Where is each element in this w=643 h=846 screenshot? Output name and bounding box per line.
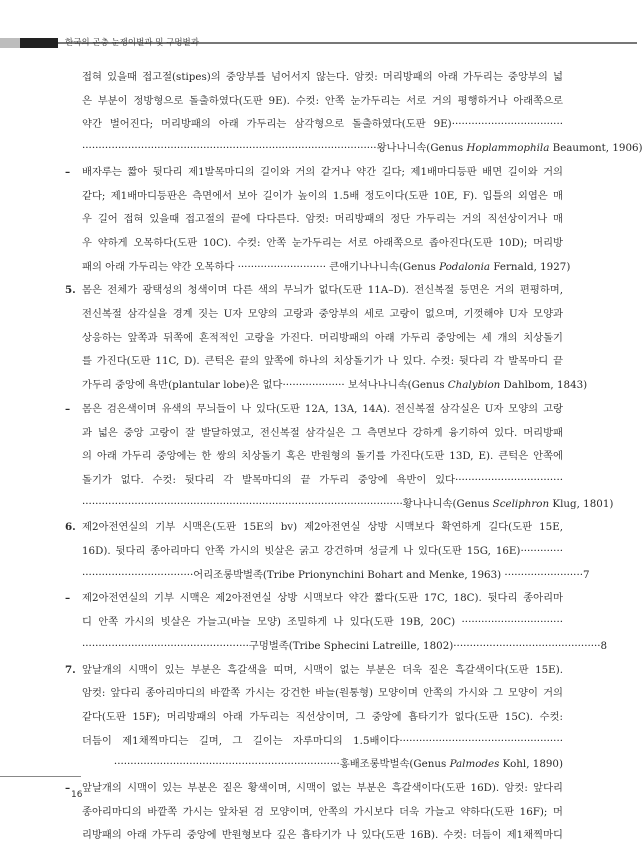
text-line — [65, 777, 563, 799]
running-header: 한국의 곤충 눈쟁이벌과 및 구멍벌과 — [65, 38, 199, 48]
text-line — [82, 208, 563, 230]
text-line — [82, 113, 563, 135]
text-line — [65, 516, 563, 538]
line-text: 우 길어 접혀 있을때 접고절의 끝에 다다른다. 암컷: 머리방패의 정단 가두리는 거의 직선상이거나 매 — [82, 213, 563, 226]
text-line — [82, 824, 563, 846]
line-text: 16D). 뒷다리 종아리마디 안쪽 가시의 빗살은 굵고 강건하며 성글게 나 있다(도판 15G, 16E)············· — [82, 545, 563, 557]
line-segment: ·····································································홍배조롱박벌속(Genus — [113, 758, 450, 771]
line-text: 디 안쪽 가시의 빗살은 가늘고(바늘 모양) 조밀하게 나 있다(도판 19B, 20C) ······························· — [82, 616, 563, 629]
line-text: 전신복절 삼각실을 경계 짓는 U자 모양의 고랑과 중앙부의 세로 고랑이 없으며, 기껏해야 U자 모양과 — [82, 308, 563, 320]
line-text: 상응하는 앞쪽과 뒤쪽에 흔적적인 고랑을 가진다. 머리방패의 아래 가두리 중앙에는 세 개의 치상돌기 — [82, 331, 563, 344]
text-line — [82, 753, 563, 775]
key-couplet-marker: – — [65, 402, 71, 415]
text-line — [82, 232, 563, 254]
text-line — [82, 137, 643, 159]
text-line — [82, 682, 563, 704]
text-line — [82, 611, 563, 633]
text-line — [65, 161, 563, 183]
line-text: 리방패의 아래 가두리 중앙에 반원형보다 깊은 흡타기가 나 있다(도판 16B). 수컷: 더듬이 제1채찍마디 — [82, 829, 563, 842]
genus-name: Palmodes — [449, 758, 500, 771]
line-text: 우 약하게 오목하다(도판 10C). 수컷: 안쪽 눈가두리는 서로 아래쪽으로 좁아진다(도판 10D); 머리방 — [82, 236, 563, 249]
genus-name: Podalonia — [439, 260, 491, 273]
line-text: 돌기가 없다. 수컷: 뒷다리 각 발목마디의 끝 가두리 중앙에 욕반이 있다································· — [82, 473, 563, 486]
text-line — [82, 540, 563, 562]
line-text: 를 가진다(도판 11C, D). 큰턱은 끝의 앞쪽에 하나의 치상돌기가 나 있다. 수컷: 뒷다리 각 발목마디 끝 — [82, 355, 563, 368]
line-segment: ··································································································황나나니속(Genus — [82, 497, 493, 510]
line-text: 약간 벌어진다; 머리방패의 아래 가두리는 삼각형으로 돌출하였다(도판 9E)·································· — [82, 118, 563, 131]
line-text: 배자루는 짧아 뒷다리 제1발목마디의 길이와 거의 같거나 약간 길다; 제1배마디등판 배면 길이와 거의 — [82, 165, 563, 178]
line-text: 앞날개의 시맥이 있는 부분은 흑갈색을 띠며, 시맥이 없는 부분은 더욱 짙은 흑갈색이다(도판 15E). — [82, 663, 563, 676]
text-line — [82, 66, 563, 88]
key-couplet-marker: – — [65, 782, 71, 794]
line-segment: Beaumont, 1906) — [549, 142, 643, 155]
line-text: 같다(도판 15F); 머리방패의 아래 가두리는 직선상이며, 그 중앙에 흡타기가 없다(도판 15C). 수컷: — [82, 710, 563, 723]
text-line — [82, 445, 563, 467]
key-couplet-marker: – — [65, 592, 71, 605]
text-line — [82, 564, 590, 586]
text-line — [82, 350, 563, 372]
header-bar-dark — [20, 38, 58, 48]
genus-name: Hoplammophila — [466, 142, 550, 155]
line-text: 제2아전연실의 기부 시맥은 제2아전연실 상방 시맥보다 약간 짧다(도판 17C, 18C). 뒷다리 종아리마 — [82, 592, 563, 605]
line-text: ···················································구멍벌족(Tribe Sphecini Latreille, 1802)·············································8 — [82, 639, 608, 652]
line-text: 암컷: 앞다리 종아리마디의 바깥쪽 가시는 강건한 바늘(원통형) 모양이며 안쪽의 가시와 그 모양이 거의 — [82, 687, 563, 700]
key-couplet-marker: – — [65, 165, 71, 178]
key-couplet-marker: 6. — [65, 521, 76, 534]
line-segment: ··························································································왕나나니속(Genus — [82, 142, 467, 155]
line-text: 접혀 있을때 접고절(stipes)의 중앙부를 넘어서지 않는다. 암컷: 머리방패의 아래 가두리는 중앙부의 넓 — [82, 71, 563, 83]
line-segment: Fernald, 1927) — [490, 260, 571, 273]
line-segment: 가두리 중앙에 욕반(plantular lobe)은 없다··················· 보석나나니속(Genus — [82, 379, 448, 392]
page-number: 16 — [71, 790, 83, 800]
text-line — [65, 659, 563, 681]
text-line — [82, 706, 563, 728]
line-text: 몸은 검은색이며 유색의 무늬들이 나 있다(도판 12A, 13A, 14A). 전신복절 삼각실은 U자 모양의 고랑 — [82, 402, 563, 415]
text-line — [65, 398, 563, 420]
text-line — [65, 279, 563, 301]
text-line — [82, 327, 563, 349]
text-line — [82, 801, 563, 823]
line-segment: Klug, 1801) — [549, 497, 614, 510]
text-line — [82, 256, 571, 278]
text-line — [82, 422, 563, 444]
text-line — [82, 374, 588, 396]
text-line — [82, 635, 608, 657]
line-text: 과 넓은 중앙 고랑이 잘 발달하였고, 전신복절 삼각실은 그 측면보다 강하게 융기하여 있다. 머리방패 — [82, 426, 563, 439]
text-line — [82, 730, 563, 752]
key-couplet-marker: 5. — [65, 284, 76, 297]
line-text: 의 아래 가두리 중앙에는 한 쌍의 치상돌기 혹은 반원형의 돌기를 가진다(도판 13D, E). 큰턱은 안쪽에 — [82, 450, 563, 463]
genus-name: Sceliphron — [492, 497, 550, 510]
line-text: 제2아전연실의 기부 시맥은(도판 15E의 bv) 제2아전연실 상방 시맥보다 확연하게 길다(도판 15E, — [82, 521, 563, 534]
header-bar-light — [0, 38, 20, 48]
text-line — [65, 587, 563, 609]
key-couplet-marker: 7. — [65, 663, 76, 676]
text-line — [82, 469, 563, 491]
line-text: ··································어리조롱박벌족(Tribe Prionynchini Bohart and Menke, 1963) ························7 — [82, 568, 590, 581]
line-text: 더듬이 제1채찍마디는 길며, 그 길이는 자루마디의 1.5배이다·················································· — [82, 734, 563, 747]
line-segment: 패의 아래 가두리는 약간 오목하다 ··························· 큰애기나나니속(Genus — [82, 260, 440, 273]
genus-name: Chalybion — [447, 379, 501, 392]
line-text: 몸은 전체가 광택성의 청색이며 다른 색의 무늬가 없다(도판 11A–D). 전신복절 등면은 거의 편평하며, — [82, 284, 563, 297]
line-text: 은 부분이 정방형으로 돌출하였다(도판 9E). 수컷: 안쪽 눈가두리는 서로 거의 평행하거나 아래쪽으로 — [82, 94, 563, 107]
line-segment: Dahlbom, 1843) — [500, 379, 588, 392]
text-line — [82, 303, 563, 325]
line-text: 앞날개의 시맥이 있는 부분은 짙은 황색이며, 시맥이 없는 부분은 흑갈색이다(도판 16D). 암컷: 앞다리 — [82, 782, 563, 794]
line-segment: Kohl, 1890) — [499, 758, 563, 771]
text-line — [82, 493, 614, 515]
footer-rule — [0, 776, 81, 777]
text-line — [82, 90, 563, 112]
line-text: 종아리마디의 바깥쪽 가시는 앞차된 검 모양이며, 안쪽의 가시보다 더욱 가늘고 약하다(도판 16F); 머 — [82, 805, 563, 818]
line-text: 같다; 제1배마디등판은 측면에서 보아 길이가 높이의 1.5배 정도이다(도판 10E, F). 입틀의 외엽은 매 — [82, 189, 563, 202]
text-line — [82, 185, 563, 207]
